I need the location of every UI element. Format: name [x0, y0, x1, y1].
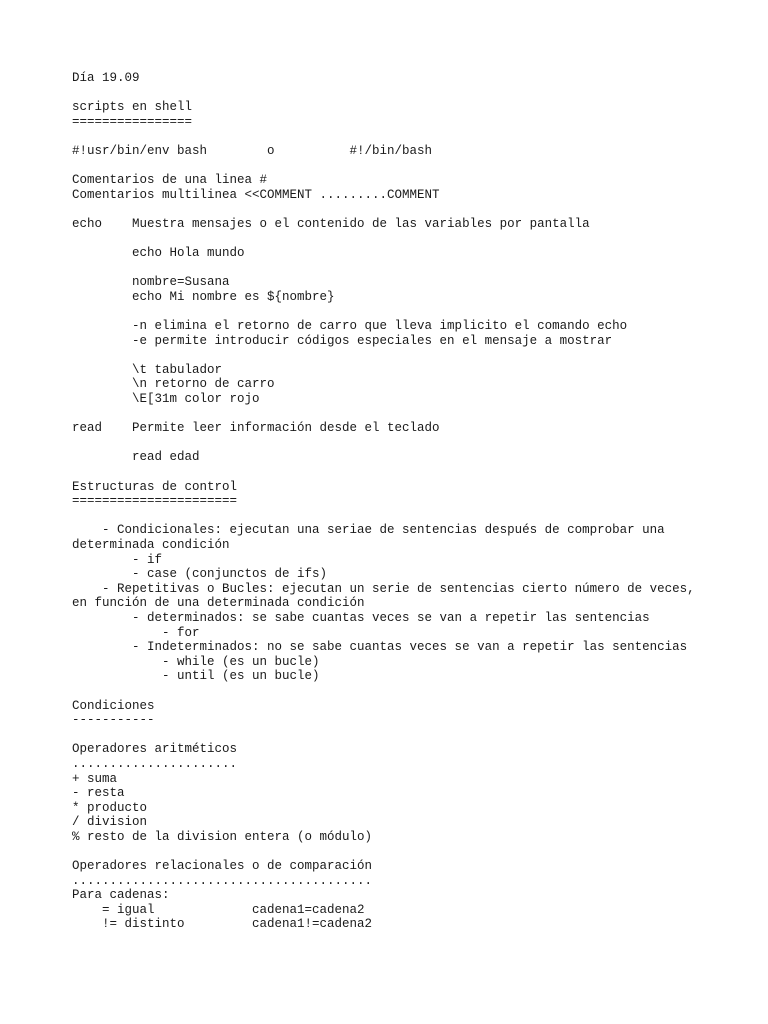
text-line — [72, 261, 752, 276]
text-line: Comentarios multilinea <<COMMENT .........COMMENT — [72, 187, 440, 202]
text-line: - Condicionales: ejecutan una seriae de sentencias después de comprobar una — [72, 523, 665, 538]
text-line: - Indeterminados: no se sabe cuantas veces se van a repetir las sentencias — [72, 640, 688, 655]
text-line: Condiciones — [72, 698, 155, 713]
text-line: en función de una determinada condición — [72, 596, 365, 611]
text-line: read Permite leer información desde el teclado — [72, 421, 440, 436]
text-line: \n retorno de carro — [72, 377, 275, 392]
text-line: -n elimina el retorno de carro que lleva implicito el comando echo — [72, 319, 628, 334]
text-line: ================ — [72, 114, 193, 129]
text-line: != distinto cadena1!=cadena2 — [72, 917, 373, 932]
text-line: ====================== — [72, 494, 238, 509]
text-line — [72, 684, 752, 699]
text-line: \t tabulador — [72, 362, 223, 377]
text-line: Operadores aritméticos — [72, 742, 238, 757]
text-line: ...................... — [72, 756, 238, 771]
text-line: % resto de la division entera (o módulo) — [72, 829, 373, 844]
text-line: = igual cadena1=cadena2 — [72, 902, 365, 917]
text-line: - until (es un bucle) — [72, 669, 320, 684]
text-line: * producto — [72, 800, 148, 815]
text-line: ----------- — [72, 713, 155, 728]
text-line — [72, 159, 752, 174]
text-line — [72, 232, 752, 247]
text-line: - determinados: se sabe cuantas veces se van a repetir las sentencias — [72, 610, 650, 625]
text-line: ........................................ — [72, 873, 373, 888]
text-line — [72, 129, 752, 144]
text-line — [72, 348, 752, 363]
document-page — [72, 71, 752, 932]
text-line: Operadores relacionales o de comparación — [72, 859, 373, 874]
text-line: / division — [72, 815, 148, 830]
text-line — [72, 465, 752, 480]
text-line: read edad — [72, 450, 200, 465]
text-line: + suma — [72, 771, 118, 786]
text-line — [72, 509, 752, 524]
text-line: nombre=Susana — [72, 275, 230, 290]
text-line: - Repetitivas o Bucles: ejecutan un serie de sentencias cierto número de veces, — [72, 581, 695, 596]
text-line — [72, 407, 752, 422]
text-line: Día 19.09 — [72, 71, 140, 85]
text-line: - while (es un bucle) — [72, 654, 320, 669]
text-line — [72, 202, 752, 217]
text-line: echo Hola mundo — [72, 246, 245, 261]
text-line: - if — [72, 552, 163, 567]
text-line: \E[31m color rojo — [72, 392, 260, 407]
text-line — [72, 728, 752, 743]
text-line — [72, 305, 752, 320]
text-line: - case (conjunctos de ifs) — [72, 567, 328, 582]
text-line — [72, 436, 752, 451]
text-line: Para cadenas: — [72, 888, 170, 903]
text-line: -e permite introducir códigos especiales en el mensaje a mostrar — [72, 333, 613, 348]
text-line: echo Muestra mensajes o el contenido de las variables por pantalla — [72, 216, 590, 231]
text-line: - for — [72, 625, 200, 640]
text-line: #!usr/bin/env bash o #!/bin/bash — [72, 143, 433, 158]
text-line: Comentarios de una linea # — [72, 173, 268, 188]
text-line: scripts en shell — [72, 100, 193, 115]
text-line: Estructuras de control — [72, 479, 238, 494]
text-line: echo Mi nombre es ${nombre} — [72, 289, 335, 304]
text-line — [72, 86, 752, 101]
text-line — [72, 844, 752, 859]
text-line: determinada condición — [72, 538, 230, 552]
text-line: - resta — [72, 786, 125, 801]
